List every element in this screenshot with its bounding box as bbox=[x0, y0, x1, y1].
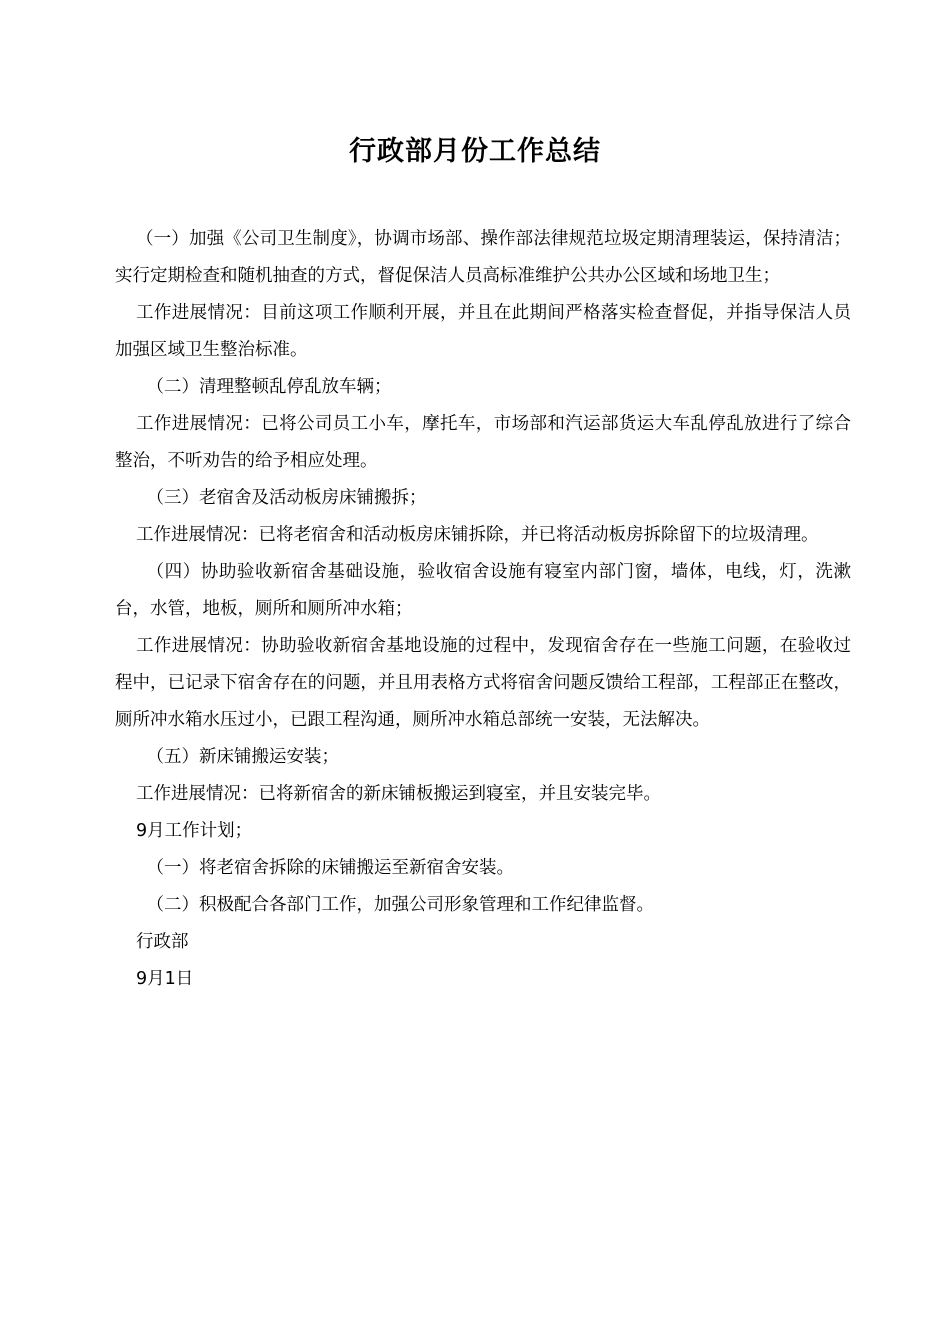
item-5-paragraph: （五）新床铺搬运安装； bbox=[146, 747, 339, 767]
document-body bbox=[115, 221, 851, 998]
document-title: 行政部月份工作总结 bbox=[349, 136, 601, 167]
progress-1-paragraph: 工作进展情况：目前这项工作顺利开展，并且在此期间严格落实检查督促，并指导保洁人员加强区域卫生整治标准。 bbox=[115, 303, 851, 360]
signature-date: 9月1日 bbox=[136, 969, 194, 989]
progress-3-paragraph: 工作进展情况：已将老宿舍和活动板房床铺拆除，并已将活动板房拆除留下的垃圾清理。 bbox=[136, 525, 819, 545]
item-3-paragraph: （三）老宿舍及活动板房床铺搬拆； bbox=[146, 488, 427, 508]
signature-department: 行政部 bbox=[136, 932, 189, 952]
progress-4-paragraph: 工作进展情况：协助验收新宿舍基地设施的过程中，发现宿舍存在一些施工问题，在验收过程中，已记录下宿舍存在的问题，并且用表格方式将宿舍问题反馈给工程部，工程部正在整改，厕所冲水箱水压过小，已跟工程沟通，厕所冲水箱总部统一安装，无法解决。 bbox=[115, 636, 851, 730]
item-4-paragraph: （四）协助验收新宿舍基础设施，验收宿舍设施有寝室内部门窗，墙体，电线，灯，洗漱台，水管，地板，厕所和厕所冲水箱； bbox=[115, 562, 851, 619]
item-1-paragraph: （一）加强《公司卫生制度》，协调市场部、操作部法律规范垃圾定期清理装运，保持清洁；实行定期检查和随机抽查的方式，督促保洁人员高标准维护公共办公区域和场地卫生； bbox=[115, 229, 851, 286]
progress-5-paragraph: 工作进展情况：已将新宿舍的新床铺板搬运到寝室，并且安装完毕。 bbox=[136, 784, 661, 804]
item-2-paragraph: （二）清理整顿乱停乱放车辆； bbox=[146, 377, 392, 397]
plan-item-2: （二）积极配合各部门工作，加强公司形象管理和工作纪律监督。 bbox=[146, 895, 654, 915]
progress-2-paragraph: 工作进展情况：已将公司员工小车，摩托车，市场部和汽运部货运大车乱停乱放进行了综合整治，不听劝告的给予相应处理。 bbox=[115, 414, 851, 471]
plan-item-1: （一）将老宿舍拆除的床铺搬运至新宿舍安装。 bbox=[146, 858, 514, 878]
plan-heading: 9月工作计划； bbox=[136, 821, 253, 841]
